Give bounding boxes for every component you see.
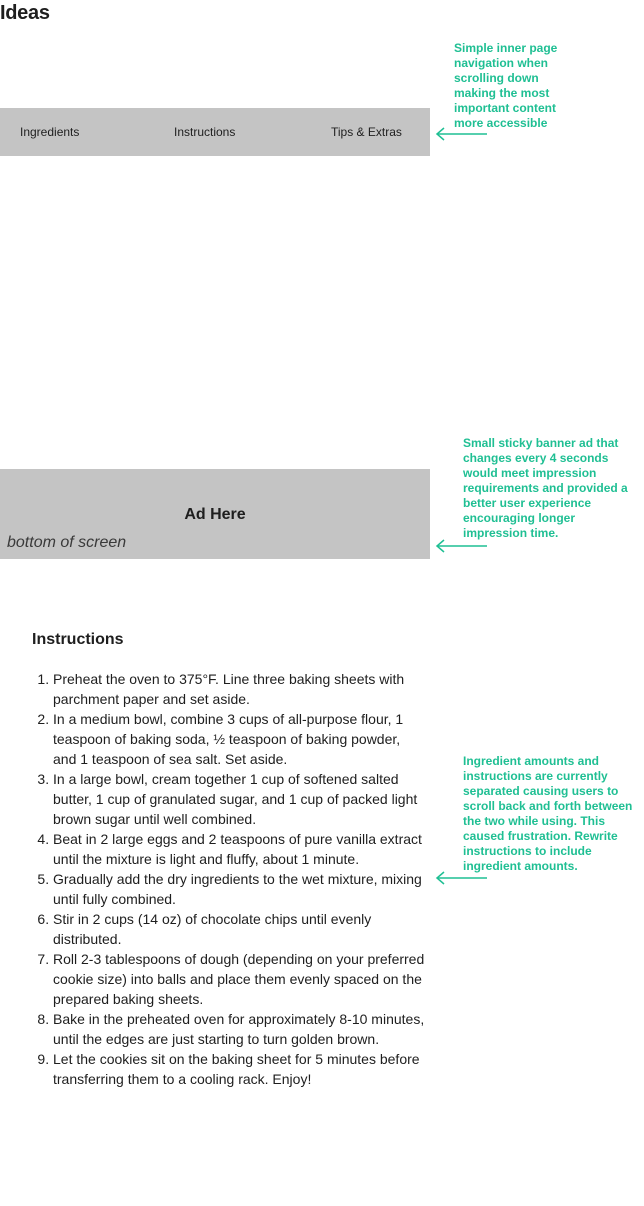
annotation-ad: Small sticky banner ad that changes every 4 seconds would meet impression requirements and provided a better user experience encouraging longer impression time. [463,436,628,540]
ad-label: Ad Here [184,506,246,523]
instructions-list [32,669,425,1089]
instruction-step: 5. Gradually add the dry ingredients to the wet mixture, mixing until fully combined. [53,869,425,909]
annotation-instructions: Ingredient amounts and instructions are currently separated causing users to scroll back and forth between the two while using. This caused frustration. Rewrite instructions to include ingredient amounts. [463,754,633,873]
instruction-step: 2. In a medium bowl, combine 3 cups of all-purpose flour, 1 teaspoon of baking soda, ½ teaspoon of baking powder, and 1 teaspoon of sea salt. Set aside. [53,709,425,769]
arrow-left-icon [434,538,490,554]
instructions-heading: Instructions [32,631,124,648]
sticky-ad-banner[interactable] [0,469,430,559]
nav-item-instructions[interactable]: Instructions [174,125,236,139]
instruction-step: 3. In a large bowl, cream together 1 cup of softened salted butter, 1 cup of granulated sugar, and 1 cup of packed light brown sugar until well combined. [53,769,425,829]
instruction-step: 9. Let the cookies sit on the baking sheet for 5 minutes before transferring them to a cooling rack. Enjoy! [53,1049,425,1089]
ad-position-note: bottom of screen [7,534,127,551]
instruction-step: 8. Bake in the preheated oven for approximately 8-10 minutes, until the edges are just starting to turn golden brown. [53,1009,425,1049]
nav-item-tips-extras[interactable]: Tips & Extras [331,125,402,139]
instruction-step: 6. Stir in 2 cups (14 oz) of chocolate chips until evenly distributed. [53,909,425,949]
annotation-nav: Simple inner page navigation when scrolling down making the most important content more accessible [454,41,558,130]
page-title: Ideas [0,2,50,24]
instruction-step: 1. Preheat the oven to 375°F. Line three baking sheets with parchment paper and set aside. [53,669,425,709]
instruction-step: 4. Beat in 2 large eggs and 2 teaspoons of pure vanilla extract until the mixture is light and fluffy, about 1 minute. [53,829,425,869]
arrow-left-icon [434,870,490,886]
inner-page-nav [0,108,430,156]
instruction-step: 7. Roll 2-3 tablespoons of dough (depending on your preferred cookie size) into balls and place them evenly spaced on the prepared baking sheets. [53,949,425,1009]
arrow-left-icon [434,126,490,142]
nav-item-ingredients[interactable]: Ingredients [20,125,80,139]
